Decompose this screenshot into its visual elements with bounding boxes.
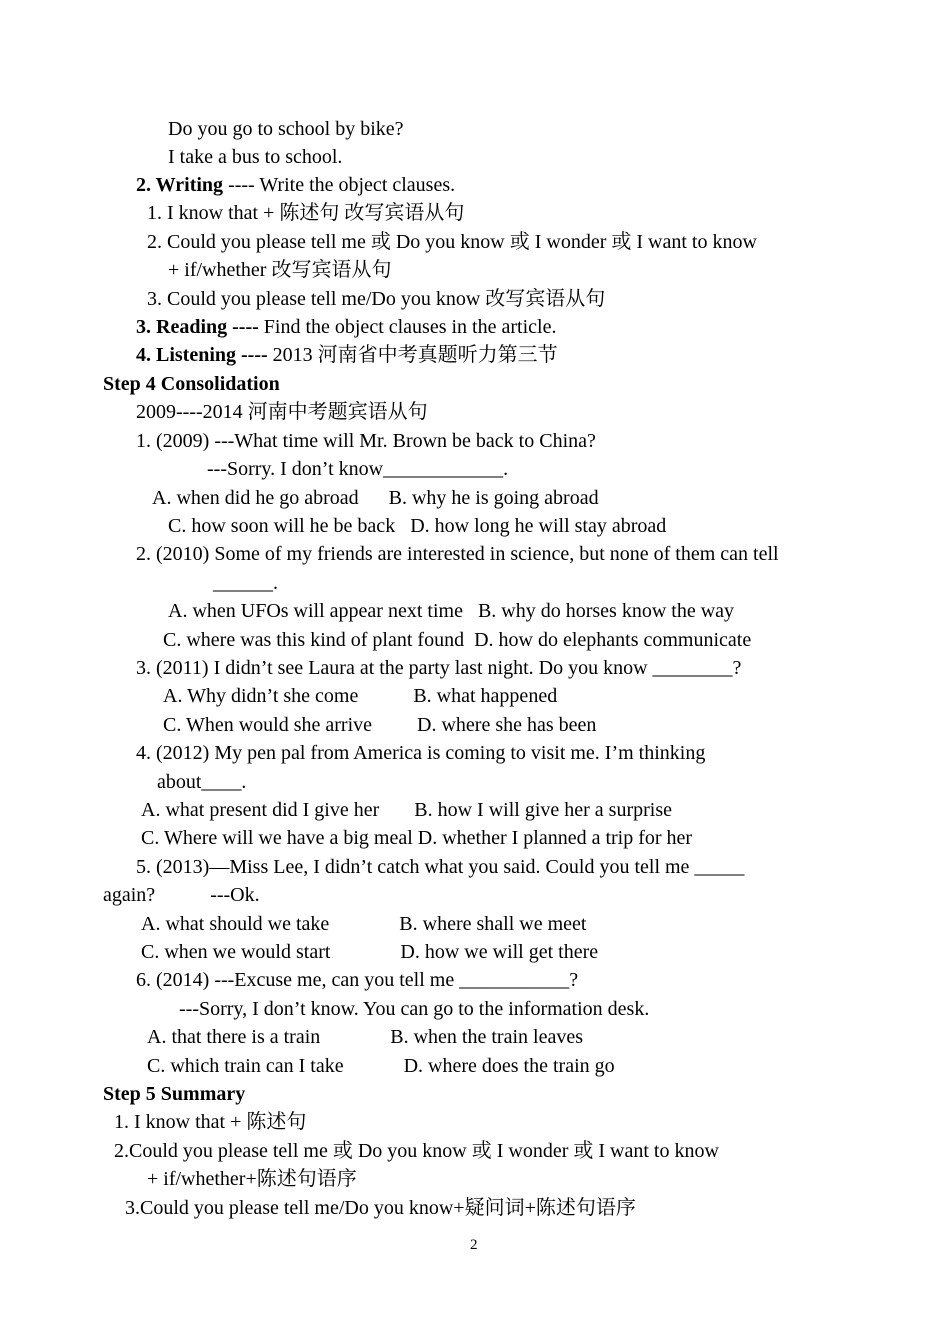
step5-title: Step 5 Summary [103,1083,246,1105]
question-stem: 5. (2013)—Miss Lee, I didn’t catch what you said. Could you tell me _____ [136,856,745,878]
writing-item: + if/whether 改写宾语从句 [168,259,392,281]
step4-subtitle: 2009----2014 河南中考题宾语从句 [136,401,428,423]
writing-item: 1. I know that + 陈述句 改写宾语从句 [147,202,465,224]
writing-heading-line [136,171,455,199]
page-number: 2 [470,1237,478,1253]
listening-line [136,341,558,369]
text-line: I take a bus to school. [168,146,343,168]
question-options: A. when did he go abroad B. why he is going abroad [152,487,599,509]
summary-item: 3.Could you please tell me/Do you know+疑问词+陈述句语序 [125,1197,636,1219]
listening-heading: 4. Listening ---- [136,344,268,366]
question-options: A. what should we take B. where shall we meet [141,913,587,935]
question-options: A. what present did I give her B. how I will give her a surprise [141,799,672,821]
question-options: C. which train can I take D. where does the train go [147,1055,615,1077]
question-stem: 3. (2011) I didn’t see Laura at the party last night. Do you know ________? [136,657,742,679]
question-reply: ---Sorry. I don’t know____________. [207,458,509,480]
question-stem: 2. (2010) Some of my friends are interested in science, but none of them can tell [136,543,779,565]
question-blank: ______. [213,572,278,594]
writing-item: 2. Could you please tell me 或 Do you know 或 I wonder 或 I want to know [147,231,757,253]
question-options: C. Where will we have a big meal D. whether I planned a trip for her [141,827,693,849]
question-options: C. When would she arrive D. where she has been [163,714,597,736]
question-stem: 6. (2014) ---Excuse me, can you tell me ___________? [136,969,579,991]
summary-item: 2.Could you please tell me 或 Do you know 或 I wonder 或 I want to know [114,1140,719,1162]
writing-instruction: ---- Write the object clauses. [223,174,456,196]
reading-line [136,313,556,341]
listening-instruction: 2013 河南省中考真题听力第三节 [267,344,558,366]
question-stem: 4. (2012) My pen pal from America is coming to visit me. I’m thinking [136,742,706,764]
question-options: C. how soon will he be back D. how long he will stay abroad [168,515,667,537]
reading-instruction: Find the object clauses in the article. [258,316,557,338]
step4-title: Step 4 Consolidation [103,373,280,395]
reading-heading: 3. Reading ---- [136,316,259,338]
summary-item: + if/whether+陈述句语序 [147,1168,357,1190]
question-options: A. Why didn’t she come B. what happened [163,685,558,707]
question-reply: ---Sorry, I don’t know. You can go to the information desk. [179,998,650,1020]
question-options: A. when UFOs will appear next time B. why do horses know the way [168,600,735,622]
summary-item: 1. I know that + 陈述句 [114,1111,307,1133]
question-options: A. that there is a train B. when the train leaves [147,1026,583,1048]
question-options: C. where was this kind of plant found D. how do elephants communicate [163,629,752,651]
question-options: C. when we would start D. how we will get there [141,941,599,963]
writing-item: 3. Could you please tell me/Do you know 改写宾语从句 [147,288,606,310]
question-stem: 1. (2009) ---What time will Mr. Brown be back to China? [136,430,596,452]
writing-heading: 2. Writing [136,174,224,196]
question-stem-cont: again? ---Ok. [103,884,260,906]
question-stem-cont: about____. [157,771,247,793]
text-line: Do you go to school by bike? [168,118,404,140]
